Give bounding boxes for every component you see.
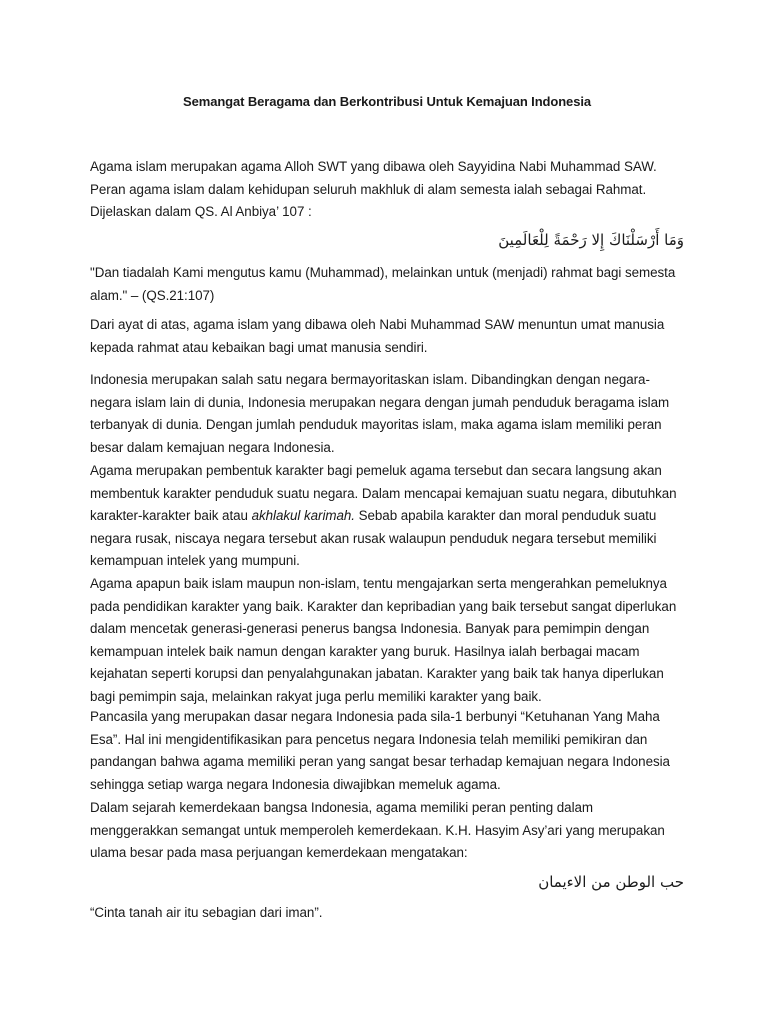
paragraph-religion-education: Agama apapun baik islam maupun non-islam, tentu mengajarkan serta mengerahkan pemeluknya pada pendidikan karakter yang baik. Karakter dan kepribadian yang baik tersebut sangat diperlukan dalam mencetak generasi-generasi penerus bangsa Indonesia. Banyak para pemimpin dengan kemampuan intelek baik namun dengan karakter yang buruk. Hasilnya ialah berbagai macam kejahatan seperti korupsi dan penyalahgunakan jabatan. Karakter yang baik tak hanya diperlukan bagi pemimpin saja, melainkan rakyat juga perlu memiliki karakter yang baik.: [90, 576, 677, 704]
paragraph-character-italic: akhlakul karimah.: [251, 508, 355, 524]
paragraph-character-text-1: Agama merupakan pembentuk karakter bagi pemeluk agama tersebut dan secara langsung akan membentuk karakter penduduk suatu negara. Dalam mencapai kemajuan suatu negara, dibutuhkan karakter-karakter baik atau: [90, 463, 677, 524]
arabic-quote: حب الوطن من الاءيمان: [538, 873, 684, 891]
paragraph-verse-explanation: Dari ayat di atas, agama islam yang dibawa oleh Nabi Muhammad SAW menuntun umat manusia kepada rahmat atau kebaikan bagi umat manusia sendiri.: [90, 317, 665, 355]
paragraph-indonesia: Indonesia merupakan salah satu negara bermayoritaskan islam. Dibandingkan dengan negara-negara islam lain di dunia, Indonesia merupakan negara dengan jumah penduduk beragama islam terbanyak di dunia. Dengan jumlah penduduk mayoritas islam, maka agama islam memiliki peran besar dalam kemajuan negara Indonesia.: [90, 372, 670, 455]
arabic-verse: وَمَا أَرْسَلْنَاكَ إِلا رَحْمَةً لِلْعَالَمِينَ: [498, 231, 684, 249]
paragraph-character: [90, 460, 684, 573]
paragraph-verse-translation: "Dan tiadalah Kami mengutus kamu (Muhammad), melainkan untuk (menjadi) rahmat bagi semesta alam." – (QS.21:107): [90, 265, 676, 303]
document-title: Semangat Beragama dan Berkontribusi Untuk Kemajuan Indonesia: [183, 94, 591, 109]
paragraph-independence: Dalam sejarah kemerdekaan bangsa Indonesia, agama memiliki peran penting dalam menggerakkan semangat untuk memperoleh kemerdekaan. K.H. Hasyim Asy’ari yang merupakan ulama besar pada masa perjuangan kemerdekaan mengatakan:: [90, 800, 665, 861]
paragraph-character-text-2: Sebab apabila karakter dan moral penduduk suatu negara rusak, niscaya negara tersebut akan rusak walaupun penduduk negara tersebut memiliki kemampuan intelek yang mumpuni.: [90, 508, 657, 569]
paragraph-quote-translation: “Cinta tanah air itu sebagian dari iman”.: [90, 905, 323, 920]
paragraph-intro: Agama islam merupakan agama Alloh SWT yang dibawa oleh Sayyidina Nabi Muhammad SAW. Peran agama islam dalam kehidupan seluruh makhluk di alam semesta ialah sebagai Rahmat. Dijelaskan dalam QS. Al Anbiya’ 107 :: [90, 159, 657, 220]
paragraph-pancasila: Pancasila yang merupakan dasar negara Indonesia pada sila-1 berbunyi “Ketuhanan Yang Maha Esa”. Hal ini mengidentifikasikan para pencetus negara Indonesia telah memiliki pemikiran dan pandangan bahwa agama memiliki peran yang sangat besar terhadap kemajuan negara Indonesia sehingga setiap warga negara Indonesia diwajibkan memeluk agama.: [90, 709, 670, 792]
